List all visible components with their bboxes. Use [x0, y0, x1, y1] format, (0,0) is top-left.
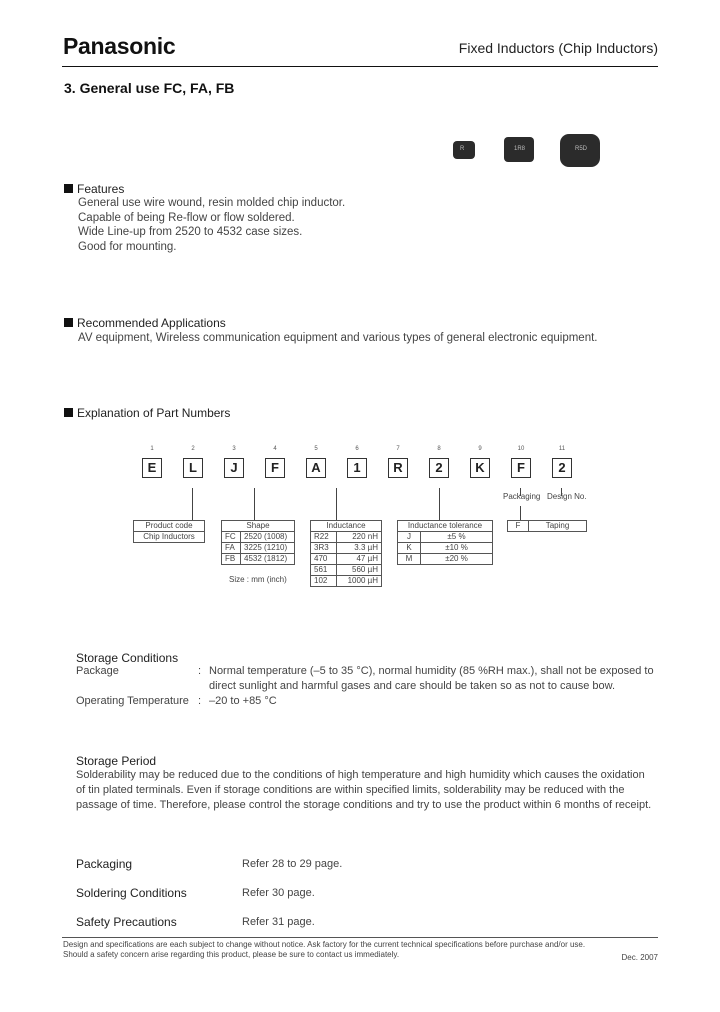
reference-label: Packaging [76, 857, 133, 871]
table-row: M ±20 % [398, 554, 493, 565]
packaging-label: Packaging [503, 492, 541, 501]
position-number: 1 [150, 446, 154, 452]
connector-line [254, 488, 255, 520]
bullet-square-icon [64, 184, 73, 193]
storage-period-heading: Storage Period [76, 754, 157, 768]
table-row: F Taping [508, 521, 587, 532]
table-cell: Chip Inductors [134, 532, 205, 543]
storage-period-text: Solderability may be reduced due to the conditions of high temperature and high humidity which causes the oxidation of tin plated terminals. Even if storage conditions are within specified limits, solderability may be reduced with the passage of time. Therefore, please control the storage conditions and try to use the product within 6 months of receipt. [76, 769, 652, 811]
chip-image-fb: R5D [560, 134, 600, 167]
connector-line [192, 488, 193, 520]
table-row: FB 4532 (1812) [222, 554, 295, 565]
bullet-square-icon [64, 408, 73, 417]
table-row: 470 47 µH [311, 554, 382, 565]
tolerance-table [397, 520, 493, 565]
colon: : [198, 665, 202, 677]
package-label: Package [76, 665, 119, 677]
reference-value: Refer 28 to 29 page. [242, 858, 343, 870]
packaging-table [507, 520, 587, 532]
position-number: 2 [191, 446, 195, 452]
connector-line [439, 488, 440, 520]
package-text: direct sunlight and harmful gases and care should be taken so as not to cause bow. [209, 680, 616, 692]
part-char-box: E [142, 458, 162, 478]
storage-conditions-heading: Storage Conditions [76, 651, 179, 665]
shape-table [221, 520, 295, 565]
reference-value: Refer 30 page. [242, 887, 315, 899]
part-char-box: 2 [429, 458, 449, 478]
package-text: Normal temperature (–5 to 35 °C), normal humidity (85 %RH max.), shall not be exposed to [209, 665, 654, 677]
operating-temperature-value: –20 to +85 °C [209, 695, 277, 707]
operating-temperature-label: Operating Temperature [76, 695, 189, 707]
part-char-box: K [470, 458, 490, 478]
chip-image-fc: R [453, 141, 475, 159]
position-number: 6 [355, 446, 359, 452]
inductance-table [310, 520, 382, 587]
position-number: 5 [314, 446, 318, 452]
part-char-box: A [306, 458, 326, 478]
part-char-box: F [511, 458, 531, 478]
reference-value: Refer 31 page. [242, 916, 315, 928]
table-header: Shape [222, 521, 295, 532]
header-rule [62, 66, 658, 67]
position-number: 3 [232, 446, 236, 452]
connector-line [520, 506, 521, 520]
part-numbers-heading: Explanation of Part Numbers [64, 406, 230, 420]
position-number: 9 [478, 446, 482, 452]
part-char-box: L [183, 458, 203, 478]
position-number: 8 [437, 446, 441, 452]
table-header: Inductance tolerance [398, 521, 493, 532]
footer-date: Dec. 2007 [621, 953, 658, 962]
table-row: 561 560 µH [311, 565, 382, 576]
section-title: 3. General use FC, FA, FB [64, 80, 235, 96]
table-row: FC 2520 (1008) [222, 532, 295, 543]
shape-size-note: Size : mm (inch) [229, 575, 287, 584]
table-row: 102 1000 µH [311, 576, 382, 587]
document-title: Fixed Inductors (Chip Inductors) [458, 40, 658, 56]
colon: : [198, 695, 202, 707]
design-no-label: Design No. [547, 492, 587, 501]
feature-line: Wide Line-up from 2520 to 4532 case sizes. [78, 226, 303, 238]
feature-line: Capable of being Re-flow or flow soldered. [78, 211, 295, 224]
table-row: J ±5 % [398, 532, 493, 543]
features-list [78, 196, 345, 254]
reference-label: Soldering Conditions [76, 886, 187, 900]
table-header: Product code [134, 521, 205, 532]
brand-logo: Panasonic [63, 33, 176, 59]
position-number: 7 [396, 446, 400, 452]
part-char-box: R [388, 458, 408, 478]
feature-line: General use wire wound, resin molded chip inductor. [78, 197, 346, 209]
part-char-box: 2 [552, 458, 572, 478]
part-char-box: 1 [347, 458, 367, 478]
applications-heading: Recommended Applications [64, 316, 226, 330]
part-char-box: F [265, 458, 285, 478]
product-code-table [133, 520, 205, 543]
position-number: 4 [273, 446, 277, 452]
applications-text: AV equipment, Wireless communication equipment and various types of general electronic equipment. [78, 332, 598, 344]
footer-disclaimer: Design and specifications are each subject to change without notice. Ask factory for the current technical specifications before purchase and/or use. [63, 940, 586, 949]
feature-line: Good for mounting. [78, 240, 177, 253]
part-char-box: J [224, 458, 244, 478]
position-number: 10 [517, 446, 525, 452]
chip-image-fa: 1R8 [504, 137, 534, 162]
footer-safety-note: Should a safety concern arise regarding this product, please be sure to contact us immediately. [63, 950, 400, 959]
table-row: R22 220 nH [311, 532, 382, 543]
table-row: FA 3225 (1210) [222, 543, 295, 554]
bullet-square-icon [64, 318, 73, 327]
footer-rule [62, 937, 658, 938]
table-row: 3R3 3.3 µH [311, 543, 382, 554]
table-row: K ±10 % [398, 543, 493, 554]
table-header: Inductance [311, 521, 382, 532]
position-number: 11 [558, 446, 566, 452]
connector-line [336, 488, 337, 520]
features-heading: Features [64, 182, 124, 196]
reference-label: Safety Precautions [76, 915, 177, 929]
